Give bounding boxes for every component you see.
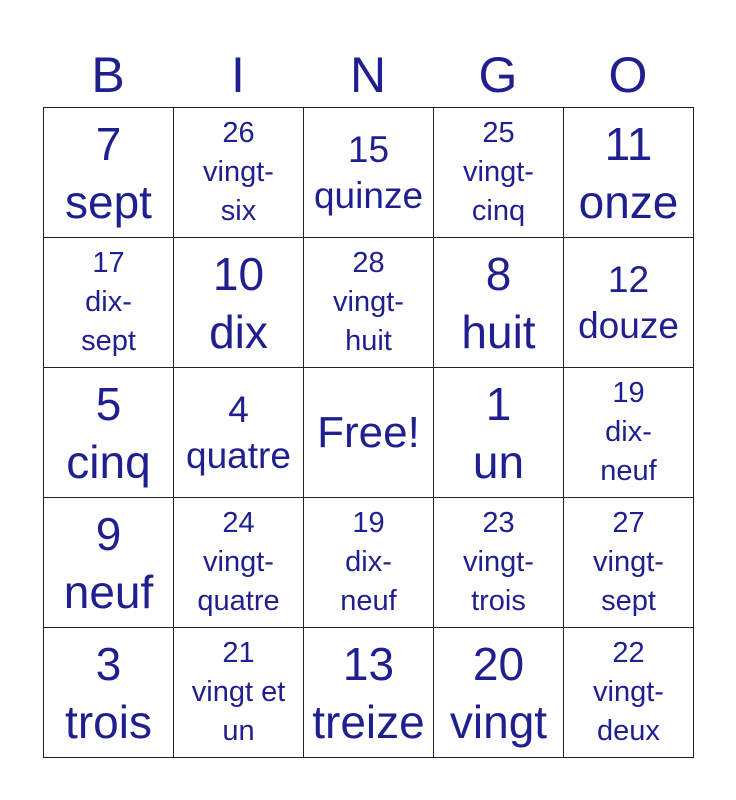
- bingo-cell: 24 vingt- quatre: [174, 498, 304, 628]
- bingo-cell: 22 vingt- deux: [564, 628, 694, 758]
- bingo-header: [43, 44, 693, 106]
- bingo-cell: 4 quatre: [174, 368, 304, 498]
- bingo-cell: 26 vingt- six: [174, 108, 304, 238]
- bingo-cell: 25 vingt- cinq: [434, 108, 564, 238]
- header-letter-g: G: [478, 47, 518, 103]
- header-letter-i: I: [231, 47, 245, 103]
- bingo-cell: 8 huit: [434, 238, 564, 368]
- bingo-cell: 11 onze: [564, 108, 694, 238]
- bingo-cell: 3 trois: [44, 628, 174, 758]
- header-letter-b: B: [91, 47, 125, 103]
- header-letter-o: O: [608, 47, 648, 103]
- bingo-cell: 20 vingt: [434, 628, 564, 758]
- bingo-cell: 21 vingt et un: [174, 628, 304, 758]
- bingo-cell: 7 sept: [44, 108, 174, 238]
- bingo-cell: 19 dix- neuf: [564, 368, 694, 498]
- bingo-cell: 5 cinq: [44, 368, 174, 498]
- bingo-cell: 9 neuf: [44, 498, 174, 628]
- bingo-cell: 17 dix- sept: [44, 238, 174, 368]
- bingo-cell: 19 dix- neuf: [304, 498, 434, 628]
- bingo-cell: 10 dix: [174, 238, 304, 368]
- bingo-cell: 12 douze: [564, 238, 694, 368]
- bingo-cell: 13 treize: [304, 628, 434, 758]
- bingo-cell: 15 quinze: [304, 108, 434, 238]
- bingo-cell: 1 un: [434, 368, 564, 498]
- free-space-cell: Free!: [304, 368, 434, 498]
- bingo-cell: 27 vingt- sept: [564, 498, 694, 628]
- bingo-cell: 28 vingt- huit: [304, 238, 434, 368]
- bingo-card-grid: [43, 107, 694, 758]
- header-letter-n: N: [349, 47, 387, 103]
- bingo-cell: 23 vingt- trois: [434, 498, 564, 628]
